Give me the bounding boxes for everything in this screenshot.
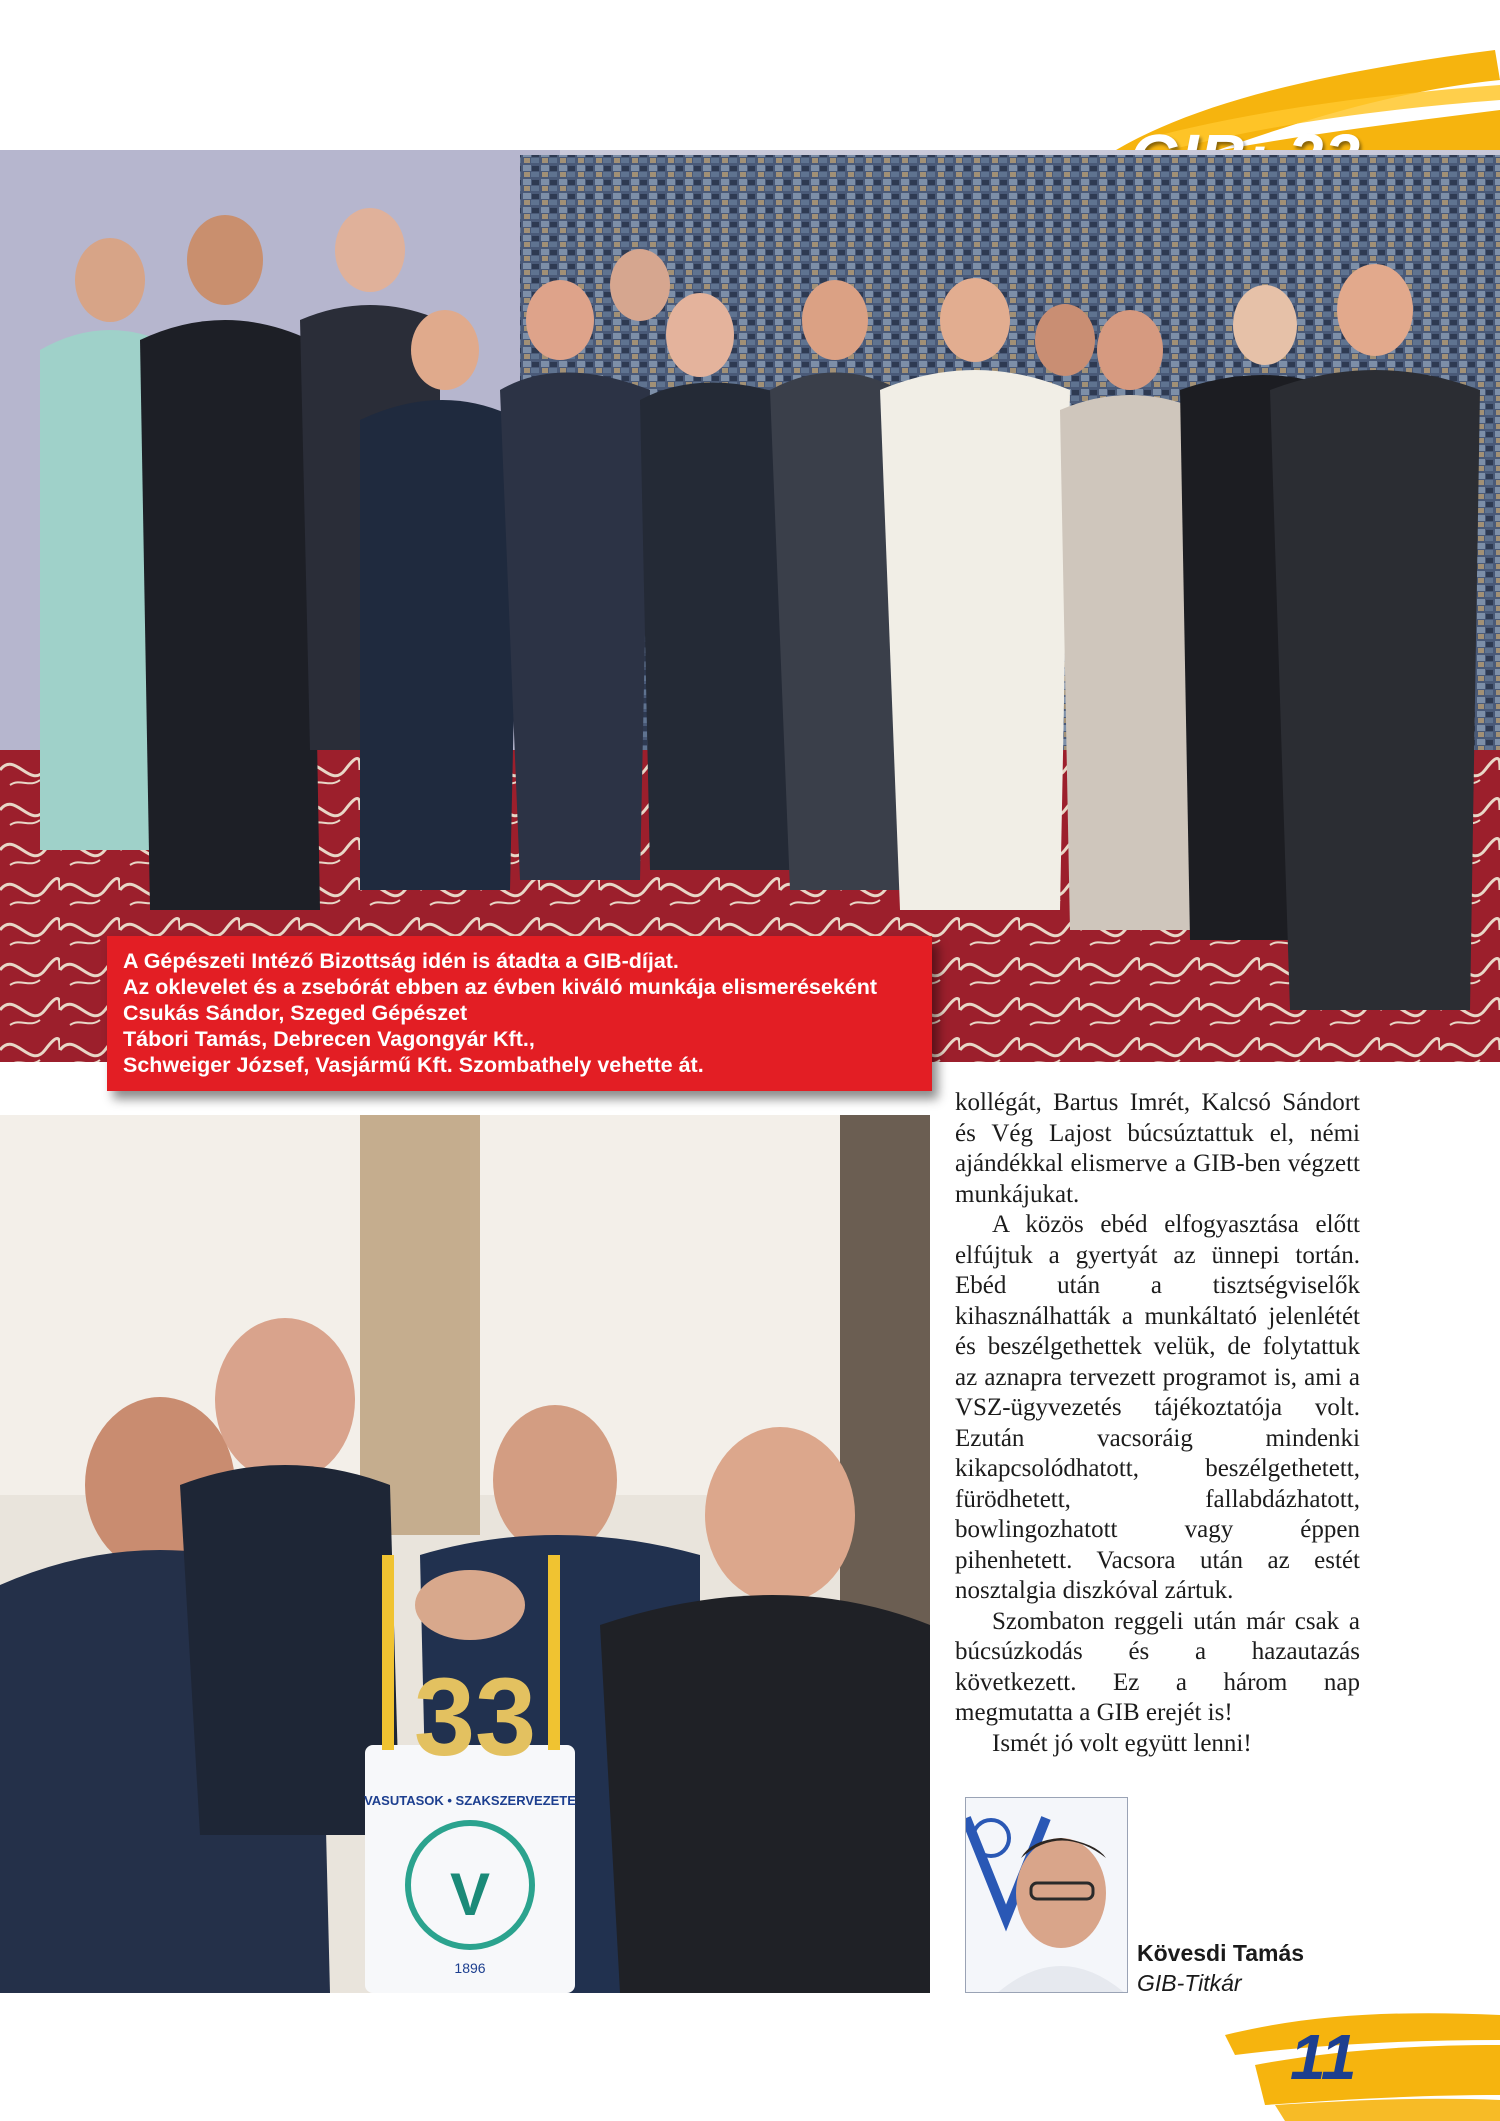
article-body (955, 1088, 1360, 1759)
footer-brush-decoration (1215, 2005, 1500, 2121)
article-paragraph: A közös ebéd elfogyasztása előtt elfújtuk a gyertyát az ünnepi tortán. Ebéd után a tisztségviselők kihasználhatták a munkáltató jelenlétét és beszélgethettek velük, de folytattuk az aznapra tervezett programot is, ami a VSZ-ügyvezetés tájékoztatója volt. Ezután vacsoráig mindenki kikapcsolódhatott, beszélgethetett, fürödhetett, fallabdázhatott, bowlingozhatott vagy éppen pihenhetett. Vacsora után az estét nosztalgia diszkóval zártuk. (955, 1211, 1360, 1604)
author-name: Kövesdi Tamás (1137, 1940, 1305, 1966)
cake-text-year: 1896 (454, 1960, 486, 1976)
author-role: GIB-Titkár (1137, 1970, 1242, 1996)
caption-line: Tábori Tamás, Debrecen Vagongyár Kft., (123, 1027, 535, 1051)
cake-candle-number: 33 (413, 1656, 537, 1779)
group-photo (0, 150, 1500, 1062)
cake-cutting-photo (0, 1115, 930, 1993)
caption-line: A Gépészeti Intéző Bizottság idén is átadta a GIB-díjat. (123, 949, 679, 973)
author-portrait (965, 1797, 1128, 1993)
caption-line: Az oklevelet és a zsebórát ebben az évben kiváló munkája elismeréseként (123, 975, 878, 999)
svg-text:V: V (449, 1861, 491, 1928)
article-paragraph: Szombaton reggeli után már csak a búcsúzkodás és a hazautazás következett. Ez a három nap megmutatta a GIB erejét is! (955, 1607, 1360, 1726)
cake-text-union: VASUTASOK • SZAKSZERVEZETE (364, 1793, 576, 1808)
page-number: 11 (1290, 2021, 1357, 2093)
caption-line: Schweiger József, Vasjármű Kft. Szombathely vehette át. (123, 1053, 704, 1077)
article-paragraph: Ismét jó volt együtt lenni! (992, 1729, 1252, 1757)
photo-caption (107, 936, 932, 1091)
article-paragraph: kollégát, Bartus Imrét, Kalcsó Sándort és Vég Lajost búcsúztattuk el, némi ajándékkal elismerve a GIB-ben végzett munkájukat. (955, 1089, 1360, 1208)
caption-line: Csukás Sándor, Szeged Gépészet (123, 1001, 468, 1025)
